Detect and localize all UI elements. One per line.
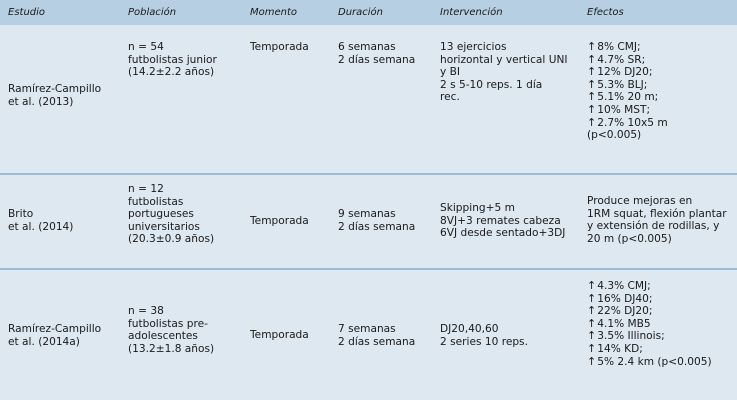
poblacion-line: portugueses <box>128 208 194 221</box>
arrow-up-icon: ↑ <box>587 90 597 104</box>
efecto-text: 3.5% Illinois; <box>597 330 665 343</box>
poblacion-line: (20.3±0.9 años) <box>128 233 215 246</box>
arrow-up-icon: ↑ <box>587 329 597 343</box>
arrow-up-icon: ↑ <box>587 77 597 91</box>
arrow-up-icon: ↑ <box>587 354 597 368</box>
efecto-line: 1RM squat, flexión plantar <box>587 207 727 220</box>
efecto-text: 4.7% SR; <box>597 53 646 66</box>
duracion-line: 2 días semana <box>338 220 416 233</box>
cell-efectos <box>587 280 712 368</box>
duracion-line: 2 días semana <box>338 53 416 66</box>
arrow-up-icon: ↑ <box>587 341 597 355</box>
duracion-line: 7 semanas <box>338 323 396 335</box>
efecto-line <box>587 343 712 356</box>
arrow-up-icon: ↑ <box>587 65 597 79</box>
arrow-up-icon: ↑ <box>587 102 597 116</box>
table-row <box>0 175 737 268</box>
efecto-line <box>587 66 668 79</box>
duracion-line: 2 días semana <box>338 335 416 348</box>
intervencion-line: y BI <box>440 66 461 79</box>
poblacion-line: adolescentes <box>128 330 198 343</box>
cell-estudio <box>8 208 73 233</box>
efecto-line <box>587 280 712 293</box>
cell-intervencion <box>440 41 568 104</box>
intervencion-line: rec. <box>440 91 460 104</box>
intervencion-line: DJ20,40,60 <box>440 323 499 335</box>
arrow-up-icon: ↑ <box>587 115 597 129</box>
efecto-line: Produce mejoras en <box>587 195 693 207</box>
efecto-line <box>587 356 712 369</box>
efecto-text: 4.3% CMJ; <box>597 280 651 292</box>
efecto-text: 5% 2.4 km (p<0.005) <box>597 355 712 368</box>
intervencion-line: horizontal y vertical UNI <box>440 53 568 66</box>
header-efectos: Efectos <box>587 7 624 18</box>
efecto-line <box>587 91 668 104</box>
estudio-line: et al. (2013) <box>8 95 74 108</box>
cell-efectos <box>587 195 727 245</box>
efecto-text: 5.3% BLJ; <box>597 78 648 91</box>
cell-poblacion <box>128 41 217 79</box>
poblacion-line: (14.2±2.2 años) <box>128 66 215 79</box>
cell-estudio <box>8 323 101 348</box>
efecto-text: 22% DJ20; <box>597 305 653 318</box>
poblacion-line: (13.2±1.8 años) <box>128 342 215 355</box>
poblacion-line: futbolistas pre- <box>128 317 208 330</box>
poblacion-line: n = 38 <box>128 305 164 317</box>
efecto-line <box>587 79 668 92</box>
duracion-line: 6 semanas <box>338 41 396 53</box>
cell-duracion <box>338 323 415 348</box>
cell-momento <box>250 329 309 342</box>
efecto-text: 2.7% 10x5 m <box>597 116 668 129</box>
poblacion-line: futbolistas <box>128 195 184 208</box>
efecto-pvalue: (p<0.005) <box>587 129 642 142</box>
efecto-line <box>587 117 668 130</box>
table-row <box>0 25 737 173</box>
header-duracion: Duración <box>338 7 384 18</box>
efecto-text: 16% DJ40; <box>597 292 653 305</box>
cell-duracion <box>338 41 415 66</box>
cell-duracion <box>338 208 415 233</box>
cell-momento <box>250 41 309 54</box>
poblacion-line: n = 54 <box>128 41 164 53</box>
intervencion-line: 2 s 5-10 reps. 1 día <box>440 78 543 91</box>
efecto-line <box>587 41 668 54</box>
efecto-line <box>587 318 712 331</box>
arrow-up-icon: ↑ <box>587 291 597 305</box>
header-poblacion: Población <box>128 7 177 18</box>
efecto-text: 4.1% MB5 <box>597 317 651 330</box>
poblacion-line: universitarios <box>128 220 200 233</box>
cell-poblacion <box>128 183 214 246</box>
arrow-up-icon: ↑ <box>587 279 597 292</box>
table-header <box>0 0 737 25</box>
intervencion-line: 6VJ desde sentado+3DJ <box>440 227 566 240</box>
efecto-line: 20 m (p<0.005) <box>587 232 672 245</box>
efecto-text: 14% KD; <box>597 342 643 355</box>
efecto-text: 8% CMJ; <box>597 41 641 53</box>
momento-text: Temporada <box>250 329 309 341</box>
cell-efectos <box>587 41 668 142</box>
cell-intervencion <box>440 202 565 240</box>
cell-intervencion <box>440 323 528 348</box>
efecto-text: 5.1% 20 m; <box>597 91 659 104</box>
momento-text: Temporada <box>250 215 309 227</box>
table-row <box>0 270 737 400</box>
efecto-line <box>587 305 712 318</box>
cell-estudio <box>8 83 101 108</box>
estudio-line: Ramírez-Campillo <box>8 83 102 95</box>
arrow-up-icon: ↑ <box>587 52 597 66</box>
estudio-line: et al. (2014) <box>8 220 74 233</box>
intervencion-line: 13 ejercicios <box>440 41 507 53</box>
momento-text: Temporada <box>250 41 309 53</box>
efecto-text: 10% MST; <box>597 103 651 116</box>
cell-momento <box>250 215 309 228</box>
header-intervencion: Intervención <box>440 7 503 18</box>
intervencion-line: 8VJ+3 remates cabeza <box>440 214 561 227</box>
efecto-line: y extensión de rodillas, y <box>587 220 720 233</box>
arrow-up-icon: ↑ <box>587 304 597 318</box>
poblacion-line: n = 12 <box>128 183 164 195</box>
efecto-line <box>587 104 668 117</box>
intervencion-line: 2 series 10 reps. <box>440 335 528 348</box>
efecto-line <box>587 330 712 343</box>
poblacion-line: futbolistas junior <box>128 53 217 66</box>
efecto-line <box>587 293 712 306</box>
header-momento: Momento <box>250 7 298 18</box>
cell-poblacion <box>128 305 214 355</box>
arrow-up-icon: ↑ <box>587 316 597 330</box>
duracion-line: 9 semanas <box>338 208 396 220</box>
arrow-up-icon: ↑ <box>587 40 597 53</box>
estudio-line: et al. (2014a) <box>8 335 80 348</box>
intervencion-line: Skipping+5 m <box>440 202 515 214</box>
efecto-line <box>587 54 668 67</box>
estudio-line: Ramírez-Campillo <box>8 323 102 335</box>
header-estudio: Estudio <box>8 7 46 18</box>
estudio-line: Brito <box>8 208 34 220</box>
efecto-text: 12% DJ20; <box>597 66 653 79</box>
